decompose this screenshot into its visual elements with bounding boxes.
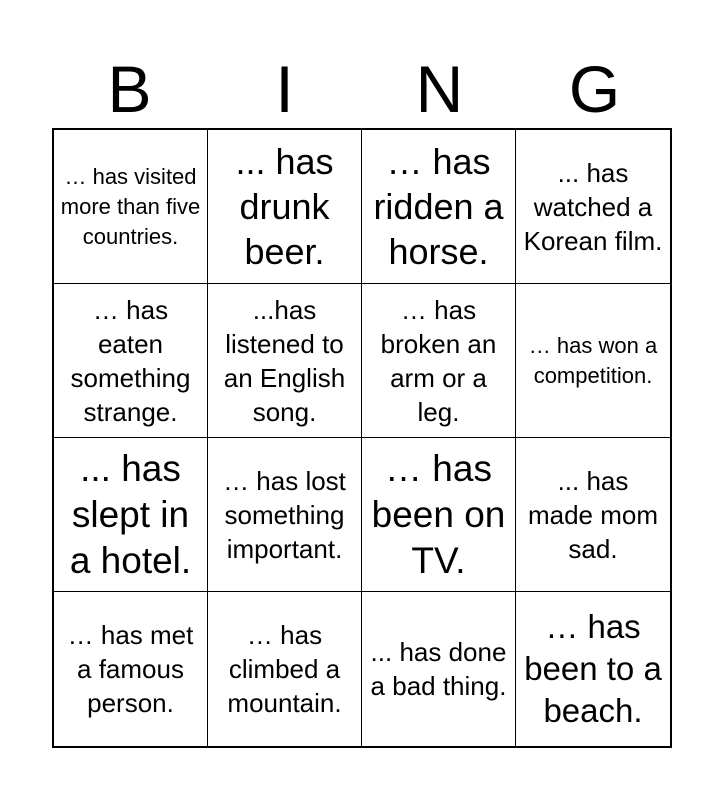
bingo-cell[interactable] [516,284,670,438]
bingo-cell[interactable] [362,130,516,284]
bingo-cell[interactable] [208,438,362,592]
bingo-cell[interactable] [54,130,208,284]
header-letter-n: N [415,52,464,126]
bingo-cell[interactable] [516,438,670,592]
cell-text: … has visited more than five countries. [60,163,201,249]
cell-text: ... has done a bad thing. [370,637,507,701]
bingo-cell[interactable] [208,592,362,746]
cell-text: … has been to a beach. [524,608,662,729]
bingo-cell[interactable] [54,592,208,746]
bingo-cell[interactable] [208,284,362,438]
cell-text: ... has made mom sad. [527,465,659,564]
header-letter-g: G [568,52,621,126]
cell-text: ... has watched a Korean film. [523,157,663,256]
header-letter-i: I [275,52,294,126]
cell-text: ...has listened to an English song. [223,294,346,427]
cell-text: … has met a famous person. [67,620,194,718]
bingo-cell[interactable] [54,438,208,592]
bingo-cell[interactable] [362,438,516,592]
cell-text: … has eaten something strange. [70,294,191,427]
cell-text: … has won a competition. [528,332,658,388]
cell-text: … has broken an arm or a leg. [380,294,497,427]
cell-text: … has ridden a horse. [373,141,504,272]
bingo-grid [52,128,672,748]
bingo-cell[interactable] [362,284,516,438]
cell-text: … has climbed a mountain. [227,620,342,718]
header-letter-b: B [107,52,152,126]
bingo-cell[interactable] [208,130,362,284]
bingo-cell[interactable] [516,130,670,284]
cell-text: … has been on TV. [371,447,506,581]
cell-text: … has lost something important. [223,465,346,564]
cell-text: ... has slept in a hotel. [69,447,192,581]
bingo-cell[interactable] [362,592,516,746]
bingo-cell[interactable] [54,284,208,438]
bingo-header [52,50,672,128]
bingo-cell[interactable] [516,592,670,746]
cell-text: ... has drunk beer. [235,141,334,272]
